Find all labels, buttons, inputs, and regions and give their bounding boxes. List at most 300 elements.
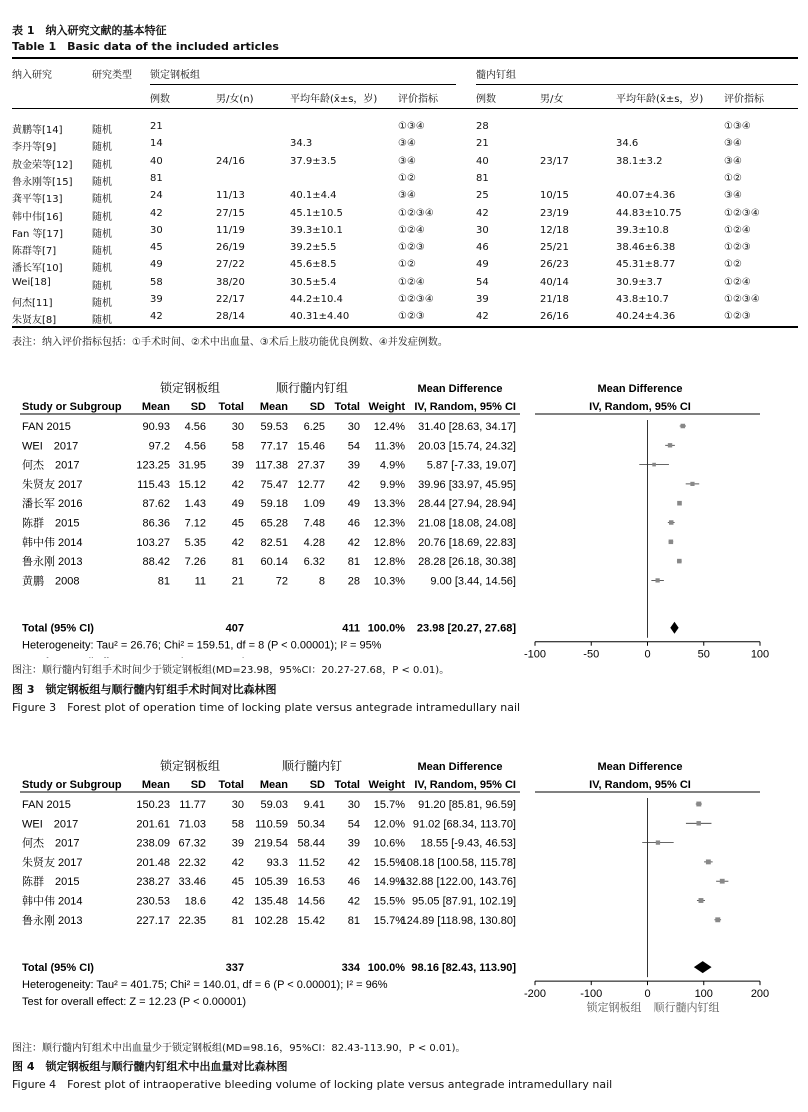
study-value: 97.2 xyxy=(148,440,170,453)
table-cell: 54 xyxy=(476,276,489,288)
x-tick-label: 0 xyxy=(644,988,651,1001)
table-cell: ③④ xyxy=(398,190,416,202)
table-cell: 40/14 xyxy=(540,276,569,288)
study-value: 42 xyxy=(347,536,360,549)
table-cell: 81 xyxy=(150,172,163,184)
overall-effect-text: Test for overall effect: Z = 12.23 (P < 0.00001) xyxy=(22,996,247,1009)
table-cell: 40.1±4.4 xyxy=(290,190,337,202)
study-value: 7.12 xyxy=(184,517,206,530)
table-cell: 30 xyxy=(150,224,163,236)
study-value: 77.17 xyxy=(260,440,288,453)
table-header-top: 研究类型 xyxy=(92,70,132,81)
x-tick-label: 100 xyxy=(694,988,713,1001)
study-value: 50.34 xyxy=(297,818,325,831)
x-tick-label: 0 xyxy=(644,648,651,658)
study-value: 103.27 xyxy=(136,536,170,549)
study-value: 49 xyxy=(347,498,360,511)
table-cell: 随机 xyxy=(92,246,112,258)
study-value: 9.9% xyxy=(379,478,405,491)
table-header-sub: 平均年龄(x̄±s，岁) xyxy=(290,94,378,105)
study-value: 42 xyxy=(231,536,244,549)
axis-label-left: 锁定钢板组 xyxy=(586,1002,642,1015)
study-value: 4.56 xyxy=(184,440,206,453)
table-cell: 27/22 xyxy=(216,259,245,271)
plot-md-sub: IV, Random, 95% CI xyxy=(589,779,691,791)
table-cell: 随机 xyxy=(92,280,112,292)
study-value: 33.46 xyxy=(178,876,206,889)
study-value: 110.59 xyxy=(255,818,288,831)
table-cell: 30 xyxy=(476,224,489,236)
x-tick-label: 50 xyxy=(697,648,710,658)
study-value: 150.23 xyxy=(136,799,170,811)
table-rule xyxy=(150,84,456,85)
study-label: 何杰 2017 xyxy=(22,459,80,472)
forest-plot-3 xyxy=(0,378,808,658)
study-value: 6.25 xyxy=(303,421,325,433)
point-estimate xyxy=(696,802,701,807)
study-value: 54 xyxy=(347,818,360,831)
study-value: 31.40 [28.63, 34.17] xyxy=(418,421,516,433)
point-estimate xyxy=(706,859,711,864)
study-value: 58 xyxy=(231,440,244,453)
total-group2: 334 xyxy=(341,962,360,975)
table-cell: 11/13 xyxy=(216,190,245,202)
table-cell: 28/14 xyxy=(216,311,245,323)
study-value: 81 xyxy=(347,914,360,927)
table-cell: ①②④ xyxy=(398,276,425,288)
table-cell: 44.83±10.75 xyxy=(616,207,682,219)
table-cell: 39.2±5.5 xyxy=(290,242,337,254)
table-cell: 随机 xyxy=(92,125,112,136)
column-header: Weight xyxy=(368,779,405,791)
study-value: 13.3% xyxy=(373,498,405,511)
study-value: 230.53 xyxy=(136,895,170,908)
column-header: SD xyxy=(309,401,325,413)
table-cell: ③④ xyxy=(724,155,742,167)
study-label: 陈群 2015 xyxy=(22,517,80,530)
column-header: SD xyxy=(190,401,206,413)
study-label: 朱贤友 2017 xyxy=(22,478,83,491)
table-study-name: 鲁永刚等[15] xyxy=(12,176,73,188)
study-label: WEI 2017 xyxy=(22,818,79,831)
study-value: 123.25 xyxy=(136,459,170,472)
study-value: 28.44 [27.94, 28.94] xyxy=(418,498,516,511)
point-estimate xyxy=(669,520,673,524)
study-value: 227.17 xyxy=(136,914,170,927)
study-value: 7.26 xyxy=(184,556,206,569)
table-cell: ③④ xyxy=(724,138,742,150)
table-cell: 46 xyxy=(476,242,489,254)
heterogeneity-text: Heterogeneity: Tau² = 401.75; Chi² = 140.01, df = 6 (P < 0.00001); I² = 96% xyxy=(22,979,388,992)
x-tick-label: 200 xyxy=(750,988,770,1001)
point-estimate xyxy=(669,540,674,545)
table-cell: 随机 xyxy=(92,176,112,188)
study-value: 90.93 xyxy=(142,421,170,433)
fig3-caption-cn: 图 3 锁定钢板组与顺行髓内钉组手术时间对比森林图 xyxy=(12,683,277,696)
table-cell: 23/17 xyxy=(540,155,569,167)
study-value: 14.56 xyxy=(297,895,325,908)
plot-md-sub: IV, Random, 95% CI xyxy=(589,401,691,413)
study-label: 鲁永刚 2013 xyxy=(22,914,83,927)
study-value: 86.36 xyxy=(142,517,170,530)
study-value: 15.7% xyxy=(373,799,405,811)
study-value: 9.00 [3.44, 14.56] xyxy=(430,575,516,588)
table-cell: 34.6 xyxy=(616,138,639,150)
x-tick-label: 100 xyxy=(750,648,770,658)
study-value: 60.14 xyxy=(260,556,288,569)
plot-md-header: Mean Difference xyxy=(597,383,683,395)
study-value: 30 xyxy=(347,421,360,433)
table-study-name: 朱贤友[8] xyxy=(12,315,57,327)
study-value: 5.35 xyxy=(184,536,206,549)
study-value: 42 xyxy=(347,895,360,908)
study-value: 15.46 xyxy=(297,440,325,453)
column-header: Mean xyxy=(141,779,170,791)
point-estimate xyxy=(696,821,700,825)
study-value: 72 xyxy=(275,575,288,588)
table-header-sub: 男/女(n) xyxy=(216,94,254,105)
study-value: 54 xyxy=(347,440,360,453)
table-cell: ①③④ xyxy=(724,121,751,132)
study-value: 15.42 xyxy=(297,914,325,927)
table-study-name: 潘长军[10] xyxy=(12,263,63,275)
study-value: 132.88 [122.00, 143.76] xyxy=(399,876,516,889)
table-cell: 随机 xyxy=(92,194,112,206)
table-cell: ①② xyxy=(398,172,416,184)
study-label: FAN 2015 xyxy=(22,421,71,433)
table-header-sub: 平均年龄(x̄±s，岁) xyxy=(616,94,704,105)
study-value: 15.5% xyxy=(373,895,405,908)
study-value: 1.43 xyxy=(184,498,206,511)
table-cell: 随机 xyxy=(92,263,112,275)
study-value: 71.03 xyxy=(178,818,206,831)
study-value: 42 xyxy=(231,895,244,908)
table-cell: ①②③④ xyxy=(398,207,434,219)
column-header: SD xyxy=(190,779,206,791)
table-cell: 45.6±8.5 xyxy=(290,259,337,271)
table-cell: ③④ xyxy=(724,190,742,202)
study-label: FAN 2015 xyxy=(22,799,71,811)
column-header: Mean xyxy=(259,779,288,791)
forest-plot-svg xyxy=(0,378,808,658)
total-group1: 337 xyxy=(225,962,244,975)
table-cell: ①②③④ xyxy=(398,294,434,305)
study-value: 11.77 xyxy=(179,799,206,811)
table-study-name: Wei[18] xyxy=(12,276,51,288)
study-label: WEI 2017 xyxy=(22,440,79,453)
study-label: 潘长军 2016 xyxy=(22,498,83,511)
md-header: Mean Difference xyxy=(417,761,503,773)
study-value: 15.12 xyxy=(178,478,206,491)
total-label: Total (95% CI) xyxy=(22,622,94,635)
column-header: IV, Random, 95% CI xyxy=(414,779,516,791)
table-cell: 10/15 xyxy=(540,190,569,202)
study-value: 28.28 [26.18, 30.38] xyxy=(418,556,516,569)
study-value: 88.42 xyxy=(142,556,170,569)
table-cell: 40 xyxy=(150,155,163,167)
x-tick-label: -200 xyxy=(523,988,547,1001)
table-cell: 38.1±3.2 xyxy=(616,155,663,167)
study-label: 韩中伟 2014 xyxy=(22,895,83,908)
study-value: 219.54 xyxy=(254,837,288,850)
table-cell: ①③④ xyxy=(398,121,425,132)
table-cell: 22/17 xyxy=(216,294,245,305)
total-label: Total (95% CI) xyxy=(22,962,94,975)
study-value: 39 xyxy=(347,837,360,850)
table-study-name: 李丹等[9] xyxy=(12,142,57,154)
study-value: 67.32 xyxy=(178,837,206,850)
column-header: Total xyxy=(218,401,244,413)
table-study-name: 陈群等[7] xyxy=(12,246,57,258)
study-value: 1.09 xyxy=(303,498,325,511)
point-estimate xyxy=(690,482,694,486)
overall-effect-text xyxy=(22,657,246,658)
table-cell: 25 xyxy=(476,190,489,202)
fig3-note: 图注：顺行髓内钉组手术时间少于锁定钢板组(MD=23.98，95%CI：20.27-27.68，P < 0.01)。 xyxy=(12,665,450,676)
table-cell: 40.07±4.36 xyxy=(616,190,676,202)
study-value: 30 xyxy=(347,799,360,811)
study-value: 238.27 xyxy=(136,876,170,889)
study-value: 8 xyxy=(318,575,325,588)
study-value: 45 xyxy=(231,876,244,889)
table-cell: 37.9±3.5 xyxy=(290,155,337,167)
study-value: 12.0% xyxy=(373,818,405,831)
table-cell: 44.2±10.4 xyxy=(290,294,343,305)
table-top-rule xyxy=(12,57,798,59)
study-value: 201.48 xyxy=(136,856,170,869)
study-value: 115.43 xyxy=(137,478,170,491)
study-value: 22.32 xyxy=(178,856,206,869)
table-cell: ①② xyxy=(724,172,742,184)
column-header: Weight xyxy=(368,401,405,413)
group1-header: 锁定钢板组 xyxy=(159,381,221,395)
column-header: Total xyxy=(218,779,244,791)
table-cell: 40.31±4.40 xyxy=(290,311,350,323)
table-cell: ①②④ xyxy=(398,224,425,236)
table-cell: 38/20 xyxy=(216,276,245,288)
study-value: 49 xyxy=(231,498,244,511)
point-estimate xyxy=(720,879,725,884)
table-cell: ①②③ xyxy=(724,242,751,254)
x-tick-label: -50 xyxy=(583,648,600,658)
study-value: 15.5% xyxy=(373,856,405,869)
table-cell: 42 xyxy=(476,311,489,323)
study-value: 39 xyxy=(231,459,244,472)
table-cell: 58 xyxy=(150,276,163,288)
study-value: 42 xyxy=(347,478,360,491)
group2-header: 顺行髓内钉组 xyxy=(275,381,349,395)
study-value: 20.76 [18.69, 22.83] xyxy=(418,536,516,549)
point-estimate xyxy=(715,917,720,922)
table-cell: ①②④ xyxy=(724,276,751,288)
study-label: 朱贤友 2017 xyxy=(22,856,83,869)
table-cell: 39 xyxy=(476,294,489,305)
table-cell: ①②④ xyxy=(724,224,751,236)
study-value: 18.55 [-9.43, 46.53] xyxy=(420,837,516,850)
study-value: 16.53 xyxy=(297,876,325,889)
table-cell: 21/18 xyxy=(540,294,569,305)
study-value: 42 xyxy=(231,856,244,869)
table-cell: 随机 xyxy=(92,142,112,154)
study-value: 39 xyxy=(231,837,244,850)
study-value: 58 xyxy=(231,818,244,831)
table-cell: 随机 xyxy=(92,298,112,309)
study-value: 15.7% xyxy=(373,914,405,927)
study-value: 30 xyxy=(231,421,244,433)
column-header: SD xyxy=(309,779,325,791)
column-header: Mean xyxy=(259,401,288,413)
table-cell: 40 xyxy=(476,155,489,167)
table-cell: 39 xyxy=(150,294,163,305)
study-value: 6.32 xyxy=(303,556,325,569)
study-label: 黄鹏 2008 xyxy=(22,575,80,588)
table-cell: 81 xyxy=(476,172,489,184)
study-label: 何杰 2017 xyxy=(22,837,80,850)
table-rule xyxy=(12,326,798,328)
table-cell: 28 xyxy=(476,121,489,132)
axis-label-right: 顺行髓内钉组 xyxy=(653,1002,720,1015)
pooled-diamond xyxy=(694,961,712,973)
pooled-diamond xyxy=(670,622,678,634)
study-value: 4.9% xyxy=(379,459,405,472)
study-value: 14.9% xyxy=(373,876,405,889)
study-value: 39 xyxy=(347,459,360,472)
study-value: 42 xyxy=(231,478,244,491)
study-value: 42 xyxy=(347,856,360,869)
study-value: 201.61 xyxy=(136,818,170,831)
x-tick-label: -100 xyxy=(580,988,603,1001)
table-cell: 42 xyxy=(150,311,163,323)
table-study-name: Fan 等[17] xyxy=(12,228,64,240)
total-md: 98.16 [82.43, 113.90] xyxy=(411,962,516,975)
study-value: 102.28 xyxy=(254,914,288,927)
table-study-name: 何杰[11] xyxy=(12,298,53,309)
study-value: 238.09 xyxy=(136,837,170,850)
total-weight: 100.0% xyxy=(367,962,405,975)
study-value: 11.52 xyxy=(298,856,325,869)
table-cell: ③④ xyxy=(398,138,416,150)
table-header-top: 锁定钢板组 xyxy=(150,70,200,81)
table-cell: 14 xyxy=(150,138,163,150)
table-study-name: 龚平等[13] xyxy=(12,194,63,206)
table-cell: ①②③④ xyxy=(724,294,760,305)
total-weight: 100.0% xyxy=(367,622,405,635)
forest-plot-svg xyxy=(0,756,808,1036)
study-value: 5.87 [-7.33, 19.07] xyxy=(426,459,516,472)
point-estimate xyxy=(668,443,672,447)
table-cell: 26/19 xyxy=(216,242,245,254)
table-header-sub: 例数 xyxy=(476,94,496,105)
table-cell: 11/19 xyxy=(216,224,245,236)
table-cell: 45.1±10.5 xyxy=(290,207,343,219)
table-cell: 39.3±10.1 xyxy=(290,224,343,236)
group2-header: 顺行髓内钉 xyxy=(281,759,343,773)
study-value: 59.53 xyxy=(260,421,288,433)
study-value: 12.4% xyxy=(373,421,405,433)
study-value: 10.6% xyxy=(373,837,405,850)
table-study-name: 韩中伟[16] xyxy=(12,211,63,223)
study-value: 82.51 xyxy=(260,536,288,549)
table-header-sub: 例数 xyxy=(150,94,170,105)
table-cell: 随机 xyxy=(92,159,112,171)
study-value: 124.89 [118.98, 130.80] xyxy=(400,914,516,927)
table-note: 表注：纳入评价指标包括：①手术时间、②术中出血量、③术后上肢功能优良例数、④并发症例数。 xyxy=(12,337,448,348)
table-caption-en: Table 1 Basic data of the included articles xyxy=(12,40,279,53)
study-value: 12.77 xyxy=(297,478,325,491)
table-cell: 23/19 xyxy=(540,207,569,219)
table-cell: ①②③④ xyxy=(724,207,760,219)
point-estimate xyxy=(652,463,656,467)
study-value: 75.47 xyxy=(260,478,288,491)
table-study-name: 敖金荣等[12] xyxy=(12,159,73,171)
table-cell: 26/23 xyxy=(540,259,569,271)
study-value: 4.28 xyxy=(303,536,325,549)
forest-plot-4 xyxy=(0,756,808,1036)
table-cell: 30.9±3.7 xyxy=(616,276,663,288)
study-value: 11 xyxy=(194,575,206,588)
study-value: 10.3% xyxy=(373,575,405,588)
study-value: 135.48 xyxy=(254,895,288,908)
study-value: 11.3% xyxy=(374,440,405,453)
study-label: 陈群 2015 xyxy=(22,876,80,889)
table-cell: 随机 xyxy=(92,228,112,240)
table-cell: 30.5±5.4 xyxy=(290,276,337,288)
column-header: IV, Random, 95% CI xyxy=(414,401,516,413)
table-rule xyxy=(12,108,798,109)
study-value: 81 xyxy=(347,556,360,569)
total-group1: 407 xyxy=(225,622,244,635)
table-cell: ①② xyxy=(724,259,742,271)
study-value: 30 xyxy=(231,799,244,811)
study-value: 81 xyxy=(157,575,170,588)
table-cell: 49 xyxy=(150,259,163,271)
point-estimate xyxy=(656,840,660,844)
table-cell: 42 xyxy=(150,207,163,219)
table-header-top: 髓内钉组 xyxy=(476,70,516,81)
column-header: Study or Subgroup xyxy=(22,401,122,413)
table-study-name: 黄鹏等[14] xyxy=(12,125,63,136)
study-value: 39.96 [33.97, 45.95] xyxy=(418,478,516,491)
group1-header: 锁定钢板组 xyxy=(159,759,221,773)
table-cell: 21 xyxy=(476,138,489,150)
heterogeneity-text: Heterogeneity: Tau² = 26.76; Chi² = 159.51, df = 8 (P < 0.00001); I² = 95% xyxy=(22,639,382,652)
study-value: 91.02 [68.34, 113.70] xyxy=(412,818,516,831)
study-value: 45 xyxy=(231,517,244,530)
table-header-sub: 男/女 xyxy=(540,94,564,105)
fig3-caption-en: Figure 3 Forest plot of operation time of locking plate versus antegrade intramedullary nail xyxy=(12,701,521,714)
study-value: 21.08 [18.08, 24.08] xyxy=(418,517,516,530)
study-label: 鲁永刚 2013 xyxy=(22,556,83,569)
study-value: 18.6 xyxy=(184,895,206,908)
table-header-sub: 评价指标 xyxy=(724,94,764,105)
table-cell: ①② xyxy=(398,259,416,271)
table-cell: 39.3±10.8 xyxy=(616,224,669,236)
study-value: 4.56 xyxy=(184,421,206,433)
table-cell: ①②③ xyxy=(398,311,425,323)
study-label: 韩中伟 2014 xyxy=(22,536,83,549)
x-tick-label: -100 xyxy=(523,648,547,658)
study-value: 21 xyxy=(231,575,244,588)
table-cell: ①②③ xyxy=(724,311,751,323)
study-value: 59.18 xyxy=(260,498,288,511)
table-cell: 21 xyxy=(150,121,163,132)
study-value: 46 xyxy=(347,876,360,889)
fig4-caption-en: Figure 4 Forest plot of intraoperative bleeding volume of locking plate versus antegrade intramedullary nail xyxy=(12,1078,613,1091)
study-value: 20.03 [15.74, 24.32] xyxy=(418,440,516,453)
table-cell: 26/16 xyxy=(540,311,569,323)
table-cell: 27/15 xyxy=(216,207,245,219)
study-value: 65.28 xyxy=(260,517,288,530)
